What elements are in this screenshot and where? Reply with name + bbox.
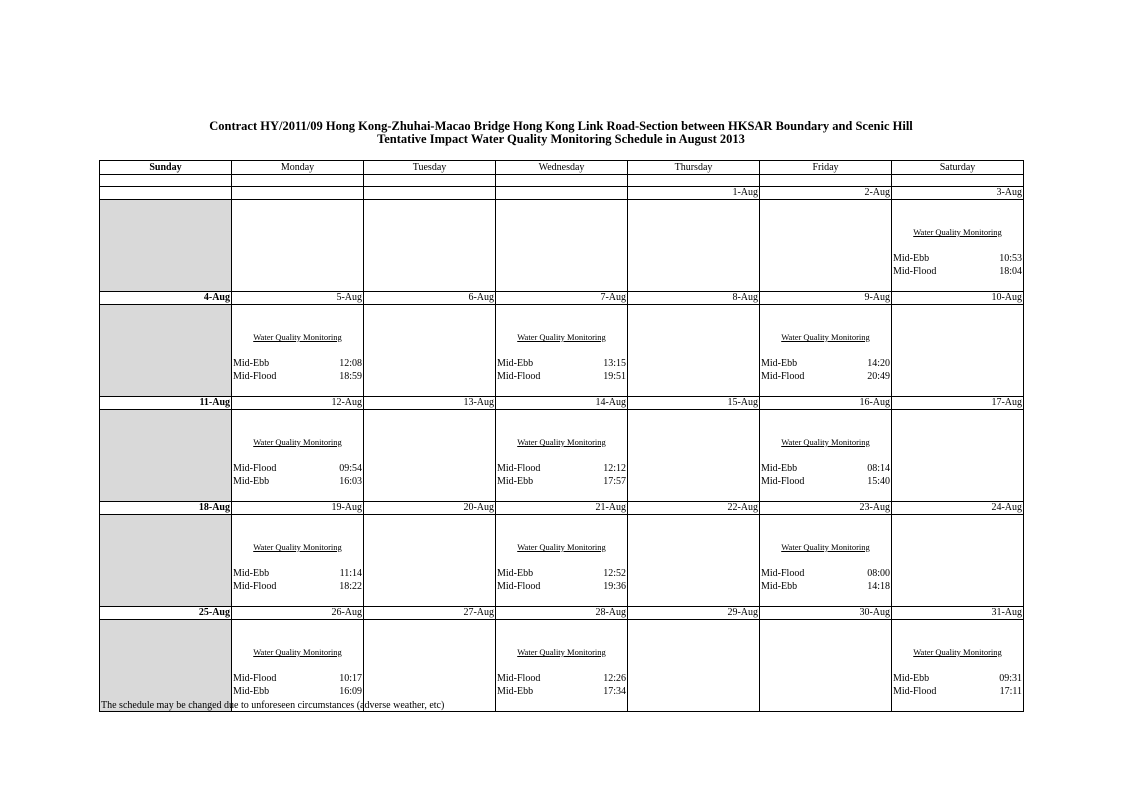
- tide-time: 16:03: [339, 476, 362, 487]
- spacer-cell: [364, 175, 496, 187]
- tide-time: 12:26: [603, 673, 626, 684]
- tide-time-row: [893, 252, 1022, 265]
- date-label: 14-Aug: [496, 397, 628, 410]
- tide-phase: Mid-Flood: [233, 371, 277, 382]
- date-label: 25-Aug: [100, 607, 232, 620]
- day-cell-content: [760, 410, 891, 501]
- tide-time-row: [761, 370, 890, 383]
- day-cell-content: [628, 515, 759, 606]
- day-cell-content: [496, 515, 627, 606]
- schedule-title: Contract HY/2011/09 Hong Kong-Zhuhai-Macao Bridge Hong Kong Link Road-Section between HKSAR Boundary and Scenic Hill: [209, 119, 913, 133]
- tide-time-row: [233, 370, 362, 383]
- tide-time: 17:11: [999, 686, 1022, 697]
- tide-phase: Mid-Ebb: [893, 673, 930, 684]
- date-label: 4-Aug: [100, 292, 232, 305]
- day-cell-content: [364, 410, 495, 501]
- tide-phase: Mid-Ebb: [233, 476, 270, 487]
- day-cell: [496, 410, 628, 502]
- day-header-friday: Friday: [760, 161, 892, 175]
- day-cell-content: [232, 305, 363, 396]
- day-cell: [364, 620, 496, 712]
- tide-time-row: [761, 357, 890, 370]
- tide-phase: Mid-Ebb: [761, 581, 798, 592]
- monitoring-label: Water Quality Monitoring: [913, 647, 1002, 657]
- day-cell: [628, 410, 760, 502]
- tide-time-row: [497, 370, 626, 383]
- day-cell-content: [100, 410, 231, 501]
- date-label: [100, 187, 232, 200]
- date-label: 2-Aug: [760, 187, 892, 200]
- tide-time-row: [893, 672, 1022, 685]
- tide-phase: Mid-Ebb: [761, 463, 798, 474]
- date-label: 24-Aug: [892, 502, 1024, 515]
- day-cell: [892, 515, 1024, 607]
- tide-time: 09:31: [999, 673, 1022, 684]
- monitoring-calendar: [99, 160, 1024, 712]
- date-label: 12-Aug: [232, 397, 364, 410]
- spacer-cell: [232, 175, 364, 187]
- tide-time-row: [761, 580, 890, 593]
- tide-time: 10:17: [339, 673, 362, 684]
- day-cell-content: [364, 200, 495, 291]
- week-date-row: [100, 187, 1024, 200]
- tide-phase: Mid-Flood: [497, 463, 541, 474]
- tide-time: 11:14: [339, 568, 362, 579]
- date-label: 19-Aug: [232, 502, 364, 515]
- week-body-row: [100, 620, 1024, 712]
- day-header-row: [100, 161, 1024, 175]
- tide-time-row: [497, 567, 626, 580]
- day-cell-content: [628, 620, 759, 711]
- date-label: 11-Aug: [100, 397, 232, 410]
- day-cell: [496, 620, 628, 712]
- day-cell-content: [232, 515, 363, 606]
- tide-time-row: [893, 685, 1022, 698]
- day-cell-content: [892, 515, 1023, 606]
- week-date-row: [100, 397, 1024, 410]
- date-label: 7-Aug: [496, 292, 628, 305]
- monitoring-label: Water Quality Monitoring: [517, 437, 606, 447]
- tide-time-row: [497, 462, 626, 475]
- date-label: [364, 187, 496, 200]
- tide-phase: Mid-Flood: [497, 581, 541, 592]
- tide-time-row: [761, 567, 890, 580]
- tide-time: 12:12: [603, 463, 626, 474]
- date-label: 9-Aug: [760, 292, 892, 305]
- monitoring-label: Water Quality Monitoring: [517, 647, 606, 657]
- day-cell-content: [628, 305, 759, 396]
- tide-phase: Mid-Flood: [233, 673, 277, 684]
- day-cell: [892, 305, 1024, 397]
- day-cell-content: [100, 305, 231, 396]
- day-cell-content: [628, 200, 759, 291]
- week-date-row: [100, 607, 1024, 620]
- tide-time-row: [497, 580, 626, 593]
- monitoring-label: Water Quality Monitoring: [253, 437, 342, 447]
- day-cell-content: [496, 410, 627, 501]
- date-label: [232, 187, 364, 200]
- day-cell-content: [760, 620, 891, 711]
- week-body-row: [100, 515, 1024, 607]
- tide-time-row: [233, 685, 362, 698]
- tide-time: 15:40: [867, 476, 890, 487]
- date-label: 18-Aug: [100, 502, 232, 515]
- day-cell: [100, 410, 232, 502]
- tide-phase: Mid-Flood: [761, 568, 805, 579]
- date-label: 1-Aug: [628, 187, 760, 200]
- tide-time-row: [497, 475, 626, 488]
- day-cell: [892, 410, 1024, 502]
- monitoring-label: Water Quality Monitoring: [913, 227, 1002, 237]
- day-header-saturday: Saturday: [892, 161, 1024, 175]
- tide-time: 08:14: [867, 463, 890, 474]
- date-label: 3-Aug: [892, 187, 1024, 200]
- tide-phase: Mid-Ebb: [233, 358, 270, 369]
- tide-time-row: [497, 685, 626, 698]
- day-cell: [760, 305, 892, 397]
- date-label: 10-Aug: [892, 292, 1024, 305]
- day-cell-content: [232, 410, 363, 501]
- day-cell: [628, 200, 760, 292]
- tide-time: 18:04: [999, 266, 1022, 277]
- week-body-row: [100, 410, 1024, 502]
- tide-time-row: [233, 580, 362, 593]
- day-cell: [628, 515, 760, 607]
- day-cell: [760, 410, 892, 502]
- week-date-row: [100, 502, 1024, 515]
- date-label: 16-Aug: [760, 397, 892, 410]
- date-label: 6-Aug: [364, 292, 496, 305]
- tide-time: 12:52: [603, 568, 626, 579]
- day-cell-content: [628, 410, 759, 501]
- date-label: 27-Aug: [364, 607, 496, 620]
- day-cell-content: [892, 305, 1023, 396]
- day-cell: [892, 200, 1024, 292]
- tide-time: 10:53: [999, 253, 1022, 264]
- tide-time-row: [233, 567, 362, 580]
- schedule-subtitle: Tentative Impact Water Quality Monitoring Schedule in August 2013: [377, 132, 745, 146]
- tide-time-row: [233, 462, 362, 475]
- day-cell: [232, 410, 364, 502]
- tide-phase: Mid-Flood: [761, 371, 805, 382]
- tide-time: 17:57: [603, 476, 626, 487]
- tide-time: 09:54: [339, 463, 362, 474]
- date-label: 20-Aug: [364, 502, 496, 515]
- day-header-thursday: Thursday: [628, 161, 760, 175]
- tide-phase: Mid-Ebb: [761, 358, 798, 369]
- day-cell: [100, 305, 232, 397]
- day-cell-content: [364, 515, 495, 606]
- day-cell: [364, 305, 496, 397]
- day-cell: [364, 200, 496, 292]
- monitoring-label: Water Quality Monitoring: [781, 542, 870, 552]
- tide-time: 16:09: [339, 686, 362, 697]
- tide-time: 08:00: [867, 568, 890, 579]
- day-cell: [760, 620, 892, 712]
- day-cell-content: [100, 620, 231, 711]
- week-body-row: [100, 305, 1024, 397]
- tide-phase: Mid-Flood: [497, 673, 541, 684]
- tide-time-row: [761, 475, 890, 488]
- tide-time-row: [497, 672, 626, 685]
- tide-time: 14:20: [867, 358, 890, 369]
- tide-time: 18:59: [339, 371, 362, 382]
- tide-phase: Mid-Ebb: [497, 358, 534, 369]
- tide-time-row: [761, 462, 890, 475]
- tide-time: 17:34: [603, 686, 626, 697]
- tide-time-row: [233, 357, 362, 370]
- monitoring-label: Water Quality Monitoring: [253, 542, 342, 552]
- tide-phase: Mid-Ebb: [893, 253, 930, 264]
- tide-phase: Mid-Ebb: [233, 686, 270, 697]
- date-label: 23-Aug: [760, 502, 892, 515]
- date-label: 5-Aug: [232, 292, 364, 305]
- schedule-note: The schedule may be changed due to unforeseen circumstances (adverse weather, etc): [101, 700, 445, 711]
- tide-time: 19:51: [603, 371, 626, 382]
- day-cell-content: [100, 515, 231, 606]
- week-body-row: [100, 200, 1024, 292]
- week-date-row: [100, 292, 1024, 305]
- day-cell: [100, 515, 232, 607]
- day-cell-content: [232, 200, 363, 291]
- day-header-monday: Monday: [232, 161, 364, 175]
- day-cell-content: [364, 620, 495, 711]
- date-label: 15-Aug: [628, 397, 760, 410]
- day-cell-content: [760, 515, 891, 606]
- day-cell: [496, 305, 628, 397]
- date-label: 26-Aug: [232, 607, 364, 620]
- spacer-cell: [760, 175, 892, 187]
- tide-time-row: [893, 265, 1022, 278]
- day-cell: [760, 515, 892, 607]
- day-header-wednesday: Wednesday: [496, 161, 628, 175]
- tide-phase: Mid-Flood: [233, 463, 277, 474]
- day-cell: [628, 620, 760, 712]
- day-cell-content: [496, 305, 627, 396]
- day-cell: [232, 515, 364, 607]
- spacer-cell: [892, 175, 1024, 187]
- monitoring-label: Water Quality Monitoring: [781, 437, 870, 447]
- date-label: 30-Aug: [760, 607, 892, 620]
- tide-phase: Mid-Flood: [233, 581, 277, 592]
- day-cell: [364, 515, 496, 607]
- day-cell-content: [100, 200, 231, 291]
- day-cell-content: [496, 200, 627, 291]
- tide-time: 20:49: [867, 371, 890, 382]
- monitoring-label: Water Quality Monitoring: [781, 332, 870, 342]
- day-cell-content: [496, 620, 627, 711]
- day-cell-content: [892, 200, 1023, 291]
- tide-time: 19:36: [603, 581, 626, 592]
- tide-time: 14:18: [867, 581, 890, 592]
- monitoring-label: Water Quality Monitoring: [517, 542, 606, 552]
- monitoring-label: Water Quality Monitoring: [253, 647, 342, 657]
- day-cell: [232, 620, 364, 712]
- day-cell: [628, 305, 760, 397]
- tide-phase: Mid-Flood: [761, 476, 805, 487]
- tide-time-row: [497, 357, 626, 370]
- day-cell: [100, 200, 232, 292]
- day-cell-content: [892, 620, 1023, 711]
- date-label: 28-Aug: [496, 607, 628, 620]
- spacer-row: [100, 175, 1024, 187]
- day-cell-content: [232, 620, 363, 711]
- day-cell: [232, 305, 364, 397]
- date-label: 29-Aug: [628, 607, 760, 620]
- date-label: 22-Aug: [628, 502, 760, 515]
- tide-time: 13:15: [603, 358, 626, 369]
- day-cell: [496, 515, 628, 607]
- monitoring-label: Water Quality Monitoring: [517, 332, 606, 342]
- spacer-cell: [496, 175, 628, 187]
- tide-phase: Mid-Flood: [893, 266, 937, 277]
- tide-phase: Mid-Flood: [893, 686, 937, 697]
- day-cell-content: [892, 410, 1023, 501]
- tide-time: 18:22: [339, 581, 362, 592]
- tide-phase: Mid-Ebb: [497, 568, 534, 579]
- date-label: 13-Aug: [364, 397, 496, 410]
- date-label: 31-Aug: [892, 607, 1024, 620]
- date-label: 21-Aug: [496, 502, 628, 515]
- date-label: 17-Aug: [892, 397, 1024, 410]
- day-cell: [100, 620, 232, 712]
- tide-time: 12:08: [339, 358, 362, 369]
- day-header-tuesday: Tuesday: [364, 161, 496, 175]
- tide-phase: Mid-Ebb: [497, 476, 534, 487]
- tide-phase: Mid-Ebb: [497, 686, 534, 697]
- day-cell: [496, 200, 628, 292]
- date-label: [496, 187, 628, 200]
- tide-time-row: [233, 475, 362, 488]
- day-cell-content: [760, 200, 891, 291]
- day-cell: [232, 200, 364, 292]
- day-cell: [760, 200, 892, 292]
- spacer-cell: [628, 175, 760, 187]
- day-cell: [364, 410, 496, 502]
- date-label: 8-Aug: [628, 292, 760, 305]
- tide-phase: Mid-Flood: [497, 371, 541, 382]
- day-cell: [892, 620, 1024, 712]
- day-cell-content: [760, 305, 891, 396]
- tide-time-row: [233, 672, 362, 685]
- day-cell-content: [364, 305, 495, 396]
- tide-phase: Mid-Ebb: [233, 568, 270, 579]
- monitoring-label: Water Quality Monitoring: [253, 332, 342, 342]
- spacer-cell: [100, 175, 232, 187]
- day-header-sunday: Sunday: [100, 161, 232, 175]
